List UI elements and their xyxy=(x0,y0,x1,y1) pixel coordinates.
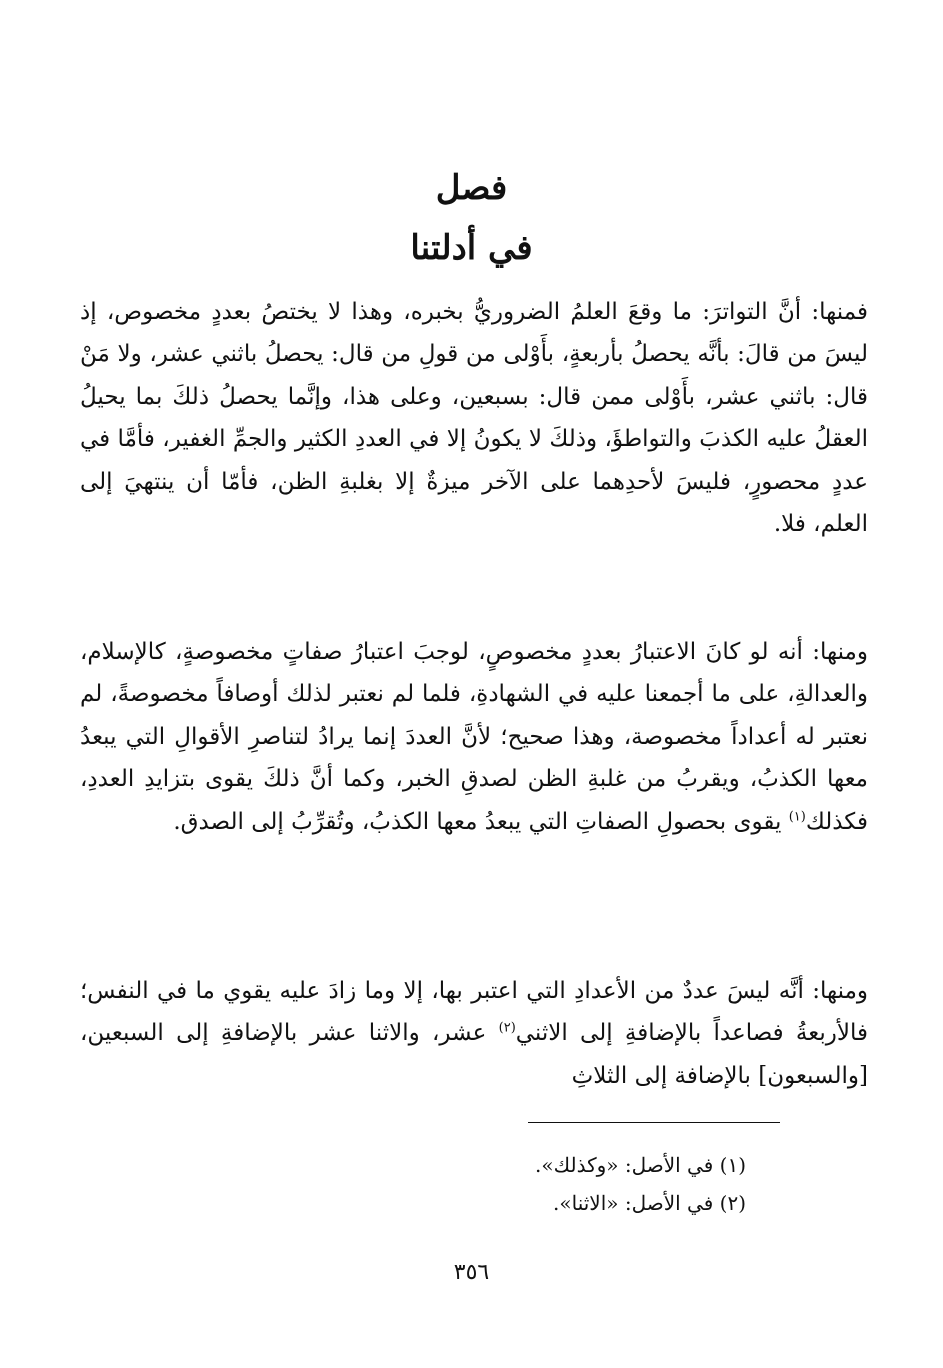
footnotes xyxy=(80,1146,746,1222)
paragraph-3-part-2: عشر، والاثنا عشر بالإضافةِ إلى السبعين،[والسبعون] بالإضافة إلى الثلاثِ xyxy=(80,1020,868,1089)
paragraph-3 xyxy=(80,970,868,1097)
footnote-marker-2: (٢) xyxy=(498,1020,516,1036)
footnote-2: (٢) في الأصل: «الاثنا». xyxy=(553,1191,746,1215)
footnote-1: (١) في الأصل: «وكذلك». xyxy=(535,1153,746,1177)
paragraph-1: فمنها: أنَّ التواترَ: ما وقعَ العلمُ الضروريُّ بخبره، وهذا لا يختصُ بعددٍ مخصوص، إذ ليسَ من قالَ: بأنَّه يحصلُ بأربعةٍ، بأَوْلى من قولِ من قال: يحصلُ باثني عشر، ولا مَنْ قال: باثني عشر، بأَوْلى ممن قال: بسبعين، وعلى هذا، وإنَّما يحصلُ ذلكَ بما يحيلُ العقلُ عليه الكذبَ والتواطؤَ، وذلكَ لا يكونُ إلا في العددِ الكثير والجمِّ الغفير، فأمَّا في عددٍ محصورٍ، فليسَ لأحدِهما على الآخر ميزةٌ إلا بغلبةِ الظن، فأمّا أن ينتهيَ إلى العلم، فلا. xyxy=(80,299,868,538)
footnote-divider xyxy=(528,1122,780,1123)
paragraph-2-part-1: ومنها: أنه لو كانَ الاعتبارُ بعددٍ مخصوصٍ، لوجبَ اعتبارُ صفاتٍ مخصوصةٍ، كالإسلام، والعدالةِ، على ما أجمعنا عليه في الشهادةِ، فلما لم نعتبر لذلك أوصافاً مخصوصةً، لم نعتبر له أعداداً مخصوصة، وهذا صحيح؛ لأنَّ العددَ إنما يرادُ لتناصرِ الأقوالِ التي يبعدُ معها الكذبُ، ويقربُ من غلبةِ الظن لصدقِ الخبر، وكما أنَّ ذلكَ يقوى بتزايدِ العددِ، فكذلك xyxy=(80,639,868,835)
footnote-marker-1: (١) xyxy=(788,808,806,824)
paragraph-3-part-1: ومنها: أنَّه ليسَ عددٌ من الأعدادِ التي اعتبر بها، إلا وما زادَ عليه يقوي ما في النفس؛ فالأربعةُ فصاعداً بالإضافةِ إلى الاثني xyxy=(80,978,868,1047)
section-title: فصل xyxy=(435,168,508,208)
page-number: ٣٥٦ xyxy=(453,1260,490,1285)
section-subtitle: في أدلتنا xyxy=(410,228,533,268)
paragraph-2-part-2: يقوى بحصولِ الصفاتِ التي يبعدُ معها الكذبُ، وتُقرِّبُ إلى الصدق. xyxy=(173,808,782,835)
paragraph-2 xyxy=(80,631,868,843)
